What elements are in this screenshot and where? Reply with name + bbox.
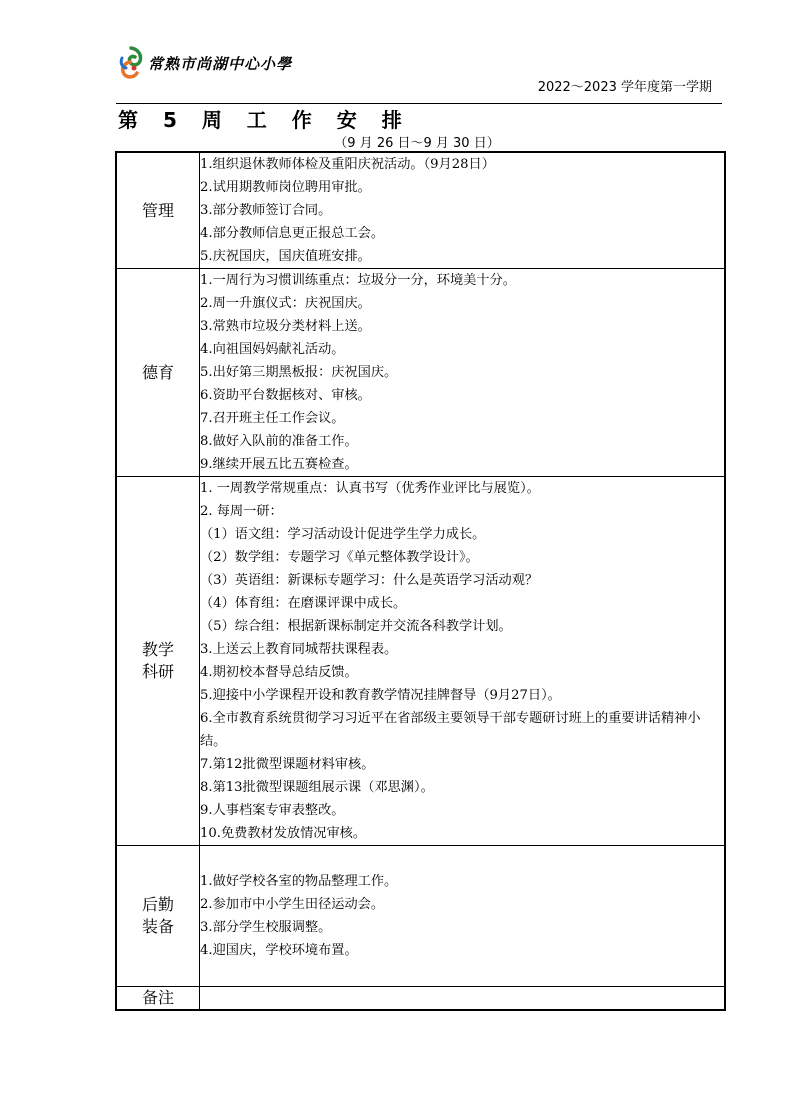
category-teaching [116,477,200,846]
school-logo [118,44,292,82]
page-title: 第 5 周 工 作 安 排 [118,108,411,132]
category-label-line: 装备 [141,917,174,936]
list-item: 2. 每周一研： [200,504,283,519]
category-label-line: 教学 [141,640,174,659]
list-item: 4.向祖国妈妈献礼活动。 [200,342,345,357]
list-item: 4.期初校本督导总结反馈。 [200,665,358,680]
list-item: 6.资助平台数据核对、审核。 [200,388,371,403]
list-item: 8.做好入队前的准备工作。 [200,434,358,449]
list-item: 1.组织退休教师体检及重阳庆祝活动。（9月28日） [200,157,495,172]
items-teaching [200,477,726,846]
list-item: 5.迎接中小学课程开设和教育教学情况挂牌督导（9月27日）。 [200,688,561,703]
table-row-notes [116,987,725,1011]
list-item: 2.周一升旗仪式：庆祝国庆。 [200,296,371,311]
school-name: 常熟市尚湖中心小學 [148,54,293,73]
table-row-management [116,152,725,269]
list-item: 5.庆祝国庆，国庆值班安排。 [200,249,371,264]
list-item: 7.第12批微型课题材料审核。 [200,757,375,772]
list-item: 1. 一周教学常规重点：认真书写（优秀作业评比与展览）。 [200,481,540,496]
list-item: （2）数学组：专题学习《单元整体教学设计》。 [200,550,479,565]
table-row-teaching [116,477,725,846]
items-logistics [200,846,726,987]
list-item: 2.参加市中小学生田径运动会。 [200,897,385,912]
items-management [200,152,726,269]
work-plan-table [115,151,726,1011]
table-row-moral [116,269,725,477]
category-label-line: 后勤 [141,895,174,914]
list-item: 3.部分学生校服调整。 [200,920,332,935]
list-item: （5）综合组：根据新课标制定并交流各科教学计划。 [200,619,512,634]
category-notes: 备注 [116,987,200,1011]
date-range: （9 月 26 日～9 月 30 日） [334,136,500,151]
list-item: （4）体育组：在磨课评课中成长。 [200,596,407,611]
list-item: 10.免费教材发放情况审核。 [200,826,367,841]
term-label: 2022～2023 学年度第一学期 [537,80,712,95]
list-item: 1.一周行为习惯训练重点：垃圾分一分，环境美十分。 [200,273,516,288]
list-item: 5.出好第三期黑板报：庆祝国庆。 [200,365,398,380]
list-item: 6.全市教育系统贯彻学习习近平在省部级主要领导干部专题研讨班上的重要讲话精神小结。 [200,711,701,749]
list-item: 4.迎国庆，学校环境布置。 [200,943,358,958]
items-moral [200,269,726,477]
list-item: （1）语文组：学习活动设计促进学生学力成长。 [200,527,486,542]
category-label-line: 科研 [141,662,174,681]
list-item: （3）英语组：新课标专题学习：什么是英语学习活动观？ [200,573,539,588]
school-emblem-icon [118,46,144,80]
list-item: 9.人事档案专审表整改。 [200,803,345,818]
list-item: 9.继续开展五比五赛检查。 [200,457,358,472]
list-item: 8.第13批微型课题组展示课（邓思渊）。 [200,780,434,795]
list-item: 1.做好学校各室的物品整理工作。 [200,874,398,889]
category-moral: 德育 [116,269,200,477]
list-item: 3.上送云上教育同城帮扶课程表。 [200,642,398,657]
list-item: 2.试用期教师岗位聘用审批。 [200,180,371,195]
list-item: 3.常熟市垃圾分类材料上送。 [200,319,371,334]
category-management: 管理 [116,152,200,269]
notes-content [200,987,726,1011]
list-item: 3.部分教师签订合同。 [200,203,332,218]
list-item: 4.部分教师信息更正报总工会。 [200,226,385,241]
table-row-logistics [116,846,725,987]
category-logistics [116,846,200,987]
list-item: 7.召开班主任工作会议。 [200,411,345,426]
